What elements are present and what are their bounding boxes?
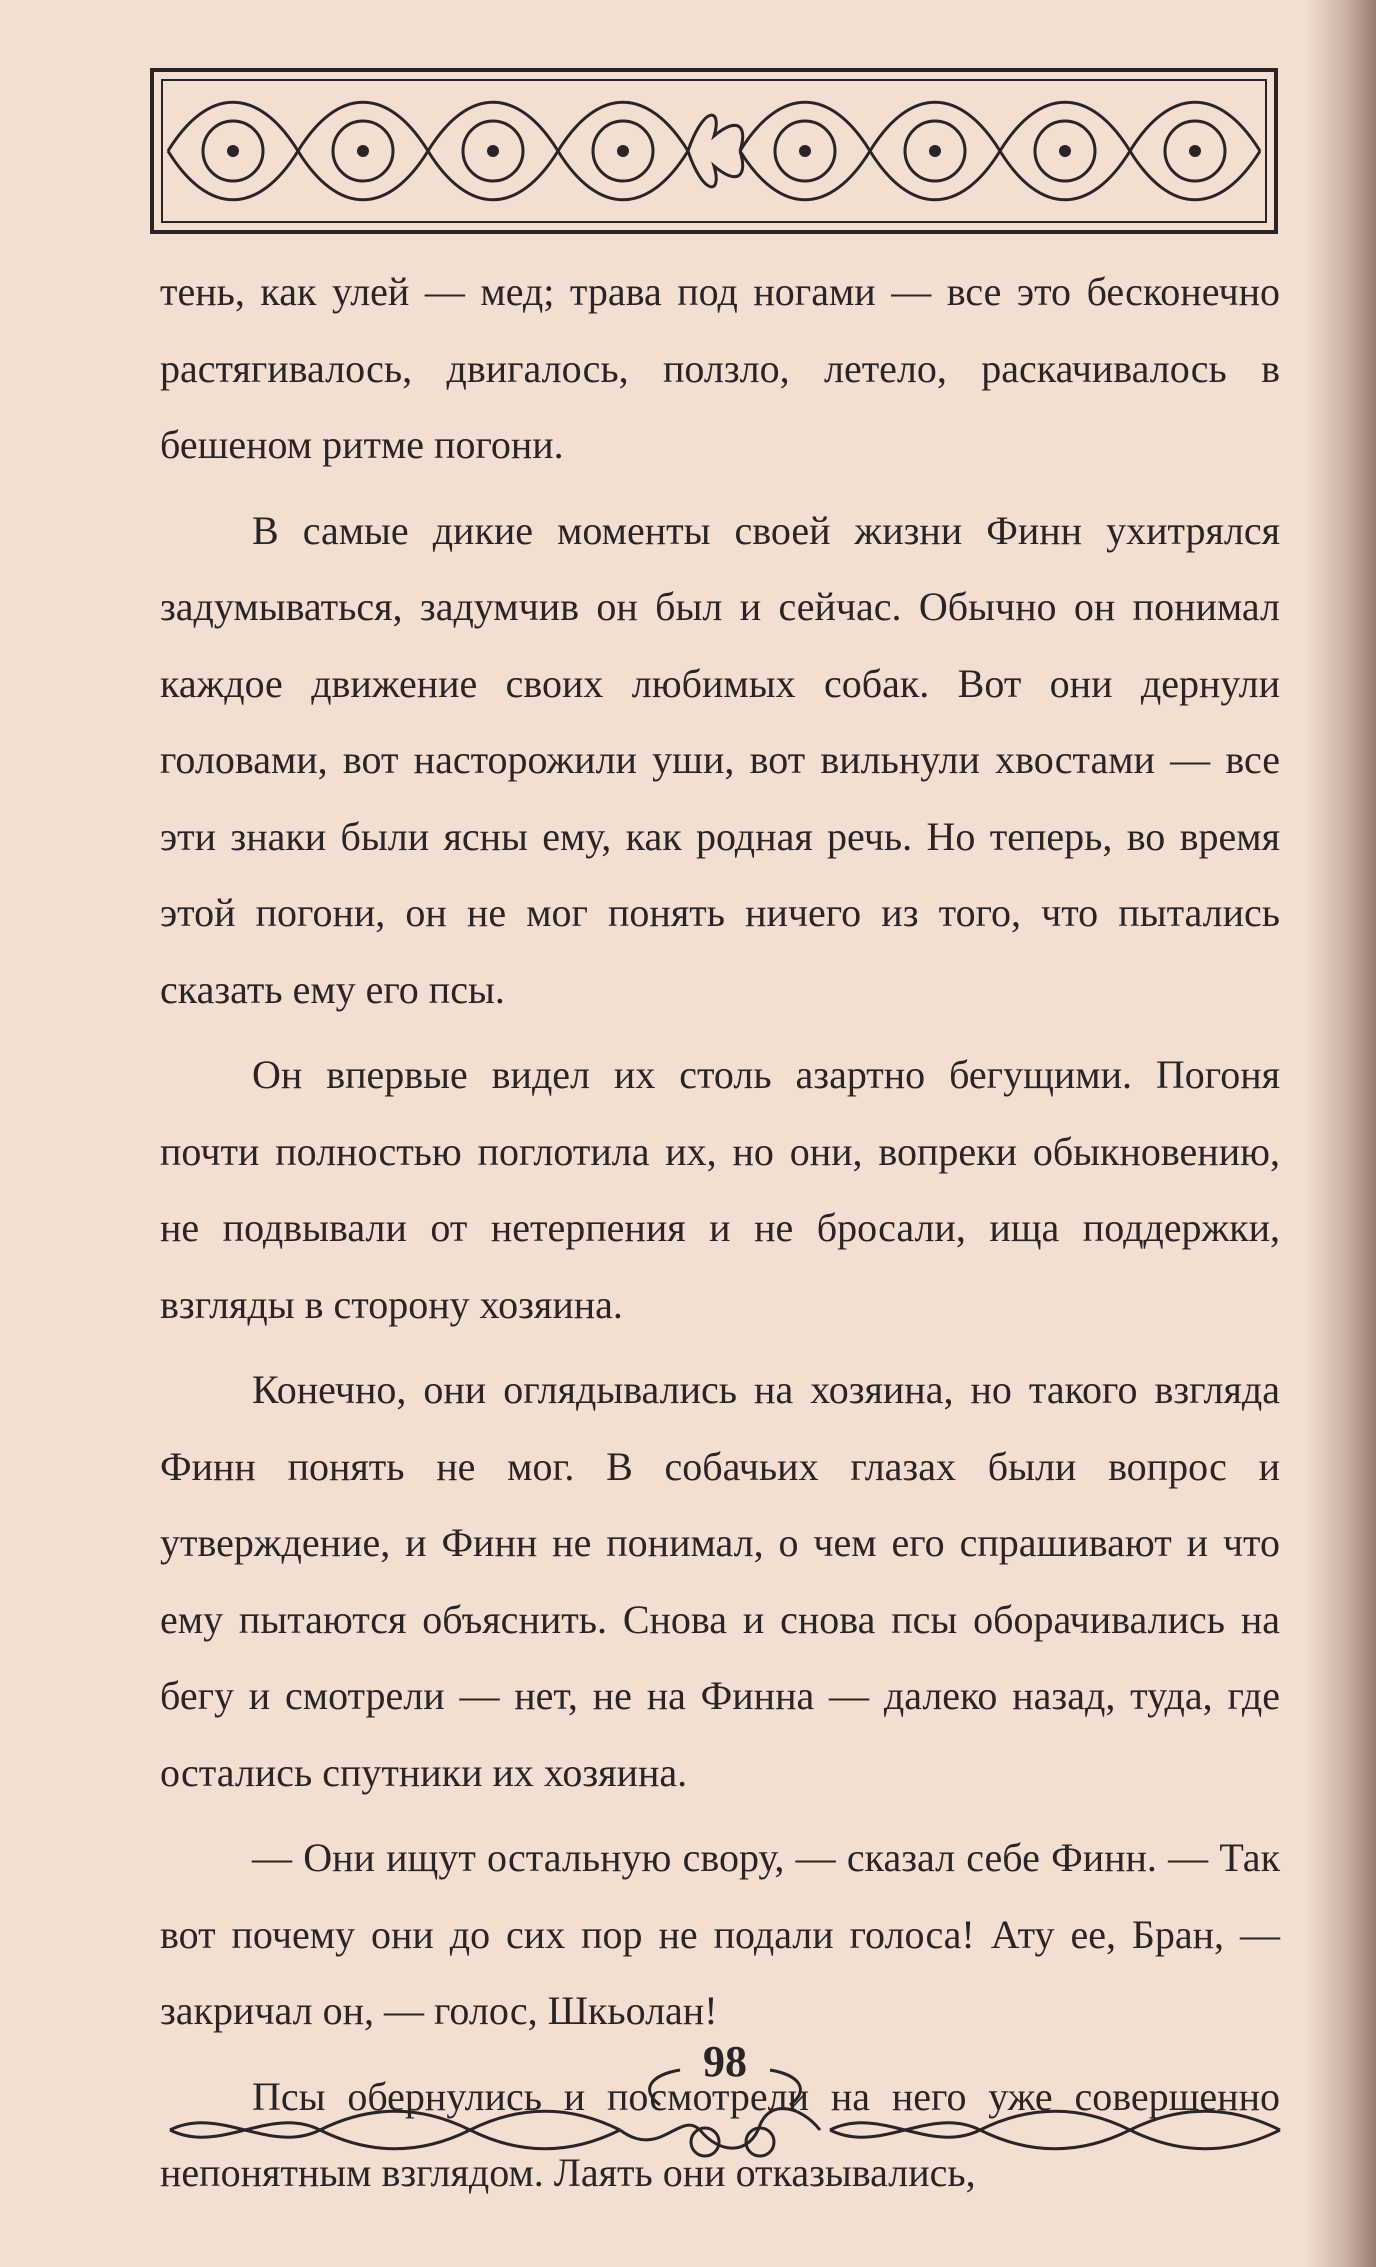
paragraph-4: Конечно, они оглядывались на хозяина, но такого взгляда Финн понять не мог. В собачьих глазах были вопрос и утверждение, и Финн не понимал, о чем его спрашивают и что ему пытаются объяснить. Снова и снова псы оборачивались на бегу и смотрели — нет, не на Финна — далеко назад, туда, где остались спутники их хозяина. bbox=[160, 1367, 1280, 1795]
paragraph-6: Псы обернулись и посмотрели на него уже совершенно непонятным взглядом. Лаять они отказывались, bbox=[160, 2073, 1280, 2195]
celtic-knot-header-icon bbox=[148, 66, 1280, 236]
paragraph-3: Он впервые видел их столь азартно бегущими. Погоня почти полностью поглотила их, но они, вопреки обыкновению, не подвывали от нетерпения и не бросали, ища поддержки, взгляды в сторону хозяина. bbox=[160, 1052, 1280, 1327]
page-footer bbox=[160, 2030, 1290, 2180]
paragraph-2: В самые дикие моменты своей жизни Финн ухитрялся задумываться, задумчив он был и сейчас. Обычно он понимал каждое движение своих любимых собак. Вот они дернули головами, вот насторожили уши, вот вильнули хвостами — все эти знаки были ясны ему, как родная речь. Но теперь, во время этой погони, он не мог понять ничего из того, что пытались сказать ему его псы. bbox=[160, 507, 1280, 1012]
paragraph-5: — Они ищут остальную свору, — сказал себе Финн. — Так вот почему они до сих пор не подали голоса! Ату ее, Бран, — закричал он, — голос, Шкьолан! bbox=[160, 1835, 1280, 2033]
page-number: 98 bbox=[703, 2037, 747, 2086]
paragraph-1: тень, как улей — мед; трава под ногами — все это бесконечно растягивалось, двигалось, ползло, летело, раскачивалось в бешеном ритме погони. bbox=[160, 269, 1280, 467]
page-edge-shadow bbox=[1306, 0, 1376, 2267]
page-body bbox=[160, 254, 1280, 2221]
